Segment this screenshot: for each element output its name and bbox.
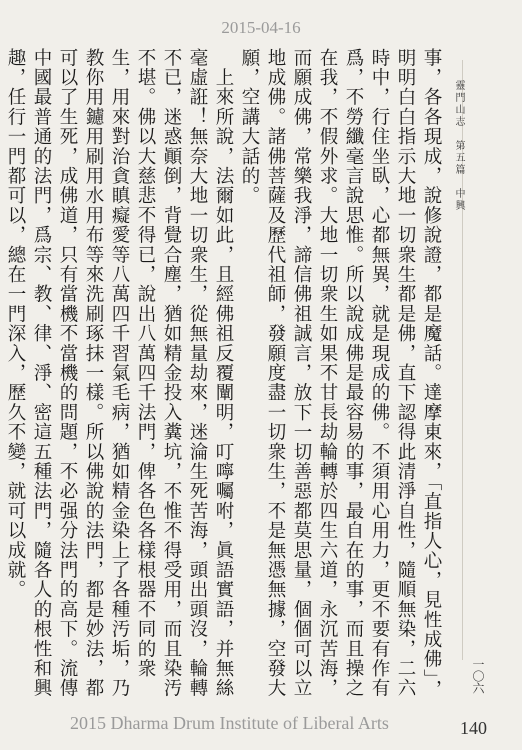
running-head: 靈門山志 第五篇 中興 bbox=[453, 80, 464, 212]
folio-number: 一〇六 bbox=[471, 658, 485, 694]
watermark-footer: 2015 Dharma Drum Institute of Liberal Arts bbox=[70, 713, 389, 733]
body-text: 事，各各現成，說修說證，都是魔話。達摩東來，「直指人心，見性成佛」，明明白白指示大地一切衆生都是佛，直下認得此清淨自性，隨順無染，二六時中，行住坐臥，心都無異，就是現成的佛。不須用心用力，更不要有作有爲，不勞纖毫言說思惟。所以說成佛是最容易的事，最自在的事，而且操之在我，不假外求。大地一切衆生如果不甘長劫輪轉於四生六道，永沉苦海，而願成佛，常樂我淨，諦信佛祖誠言，放下一切善惡都莫思量，個個可以立地成佛。諸佛菩薩及歷代祖師，發願度盡一切衆生，不是無憑無據，空發大願，空講大話的。 上來所說，法爾如此，且經佛祖反覆闡明，叮嚀囑咐，眞語實語，并無絲毫虛誑！無奈大地一切衆生，從無量劫來，迷淪生死苦海，頭出頭沒，輪轉不已，迷惑顚倒，背覺合塵，猶如精金投入糞坑，不惟不得受用，而且染汚不堪。佛以大慈悲不得已，說出八萬四千法門，俾各色各樣根器不同的衆生，用來對治貪瞋癡愛等八萬四千習氣毛病，猶如精金染上了各種汚垢，乃教你用鑢用刷用水用布等來洗刷琢抹一樣。所以佛說的法門，都是妙法，都可以了生死，成佛道，只有當機不當機的問題，不必强分法門的高下。流傳中國最普通的法門，爲宗、教、律、淨、密這五種法門，隨各人的根性和興趣，任行一門都可以，總在一門深入，歷久不變，就可以成就。 bbox=[5, 48, 442, 700]
page-number: 140 bbox=[460, 718, 487, 738]
watermark-date: 2015-04-16 bbox=[221, 18, 301, 37]
